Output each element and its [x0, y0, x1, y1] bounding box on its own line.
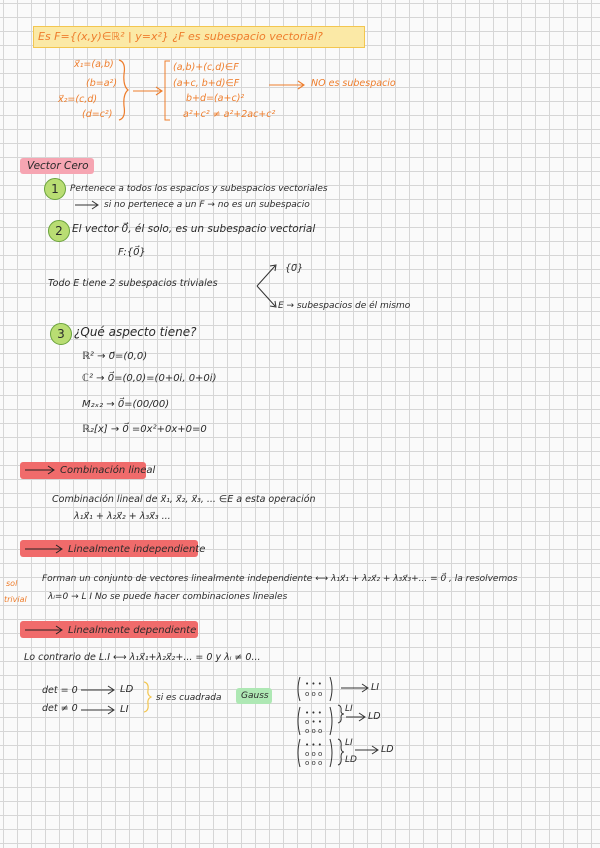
matrix-3-result-b: LD [381, 744, 394, 755]
arrow-right-icon [74, 200, 100, 210]
vector-x2: x⃗₂=(c,d) [58, 94, 98, 105]
brace-right-icon [337, 704, 345, 724]
sum-line-4: a²+c² ≠ a²+2ac+c² [183, 109, 276, 120]
point-1-line-2: si no pertenece a un F → no es un subespacio [104, 200, 310, 210]
condition-b: (b=a²) [86, 78, 118, 89]
svg-text:o o o: o o o [305, 759, 323, 767]
point-number-2: 2 [48, 220, 70, 242]
gauss-label: Gauss [241, 691, 269, 701]
zero-form-c2: ℂ² → 0⃗=(0,0)=(0+0i, 0+0i) [82, 373, 217, 384]
bracket-left-icon [163, 60, 171, 122]
brace-right-icon [117, 58, 129, 122]
trivial-e: E → subespacios de él mismo [278, 301, 411, 311]
combinacion-line-1: Combinación lineal de x⃗₁, x⃗₂, x⃗₃, ... ∈E a esta operación [52, 494, 316, 505]
matrix-icon [296, 706, 336, 736]
section-title-vector-cero: Vector Cero [27, 160, 89, 172]
arrow-right-icon [80, 685, 116, 695]
matrix-3-result-a: LI [345, 738, 353, 748]
point-2-line-1: El vector 0⃗, él solo, es un subespacio vectorial [72, 223, 316, 235]
matrix-3-result-c: LD [345, 755, 357, 765]
conclusion-text: NO es subespacio [311, 78, 396, 89]
section-title-combinacion: Combinación lineal [60, 465, 156, 476]
subspace-question: Es F={(x,y)∈ℝ² | y=x²} ¿F es subespacio vectorial? [38, 30, 323, 43]
matrix-1-result: LI [371, 682, 380, 693]
svg-text:o o o: o o o [305, 727, 323, 735]
arrow-right-icon [24, 625, 64, 635]
det-nonzero-result: LI [120, 704, 129, 715]
zero-form-matrix: M₂ₓ₂ → 0⃗=(00/00) [82, 399, 170, 410]
arrow-right-icon [132, 86, 164, 96]
point-number-1: 1 [44, 178, 66, 200]
arrow-right-icon [24, 544, 64, 554]
side-note-trivial: trivial [4, 595, 27, 604]
svg-text:• • •: • • • [305, 680, 322, 688]
branch-arrows-icon [255, 262, 279, 310]
dependiente-line-1: Lo contrario de L.I ⟷ λ₁x⃗₁+λ₂x⃗₂+... = 0 y λᵢ ≠ 0... [24, 652, 261, 663]
point-3-title: ¿Qué aspecto tiene? [74, 325, 197, 339]
arrow-right-icon [80, 705, 116, 715]
trivial-subspaces-text: Todo E tiene 2 subespacios triviales [48, 278, 218, 289]
det-zero-result: LD [120, 684, 134, 695]
svg-text:• • •: • • • [305, 741, 322, 749]
matrix-2-result-b: LD [368, 711, 381, 722]
square-condition: si es cuadrada [156, 693, 222, 703]
condition-d: (d=c²) [82, 109, 113, 120]
svg-text:o o o: o o o [305, 750, 323, 758]
side-note-sol: sol [6, 579, 18, 588]
arrow-right-icon [345, 712, 367, 722]
sum-line-1: (a,b)+(c,d)∈F [173, 62, 239, 73]
point-number-3: 3 [50, 323, 72, 345]
zero-form-polynomial: ℝ₂[x] → 0⃗ =0x²+0x+0=0 [82, 424, 207, 435]
det-nonzero-label: det ≠ 0 [42, 703, 78, 714]
sum-line-2: (a+c, b+d)∈F [173, 78, 240, 89]
svg-text:o o o: o o o [305, 690, 323, 698]
svg-text:o • •: o • • [305, 718, 322, 726]
matrix-2-result-a: LI [345, 704, 353, 714]
zero-form-r2: ℝ² → 0⃗=(0,0) [82, 351, 148, 362]
brace-right-icon [337, 738, 345, 766]
arrow-right-icon [354, 745, 380, 755]
trivial-zero: {0⃗} [285, 263, 304, 274]
brace-right-icon [142, 680, 152, 714]
vector-x1: x⃗₁=(a,b) [74, 59, 114, 70]
det-zero-label: det = 0 [42, 685, 78, 696]
independiente-line-2: λᵢ=0 → L I No se puede hacer combinaciones lineales [48, 592, 288, 602]
arrow-right-icon [268, 80, 306, 90]
point-2-line-2: F:{0⃗} [118, 247, 146, 258]
section-title-dependiente: Linealmente dependiente [68, 625, 197, 636]
sum-line-3: b+d=(a+c)² [186, 93, 245, 104]
combinacion-line-2: λ₁x⃗₁ + λ₂x⃗₂ + λ₃x⃗₃ ... [74, 511, 171, 522]
svg-text:• • •: • • • [305, 709, 322, 717]
section-title-independiente: Linealmente independiente [68, 544, 206, 555]
matrix-icon [296, 676, 336, 702]
point-1-line-1: Pertenece a todos los espacios y subespacios vectoriales [70, 184, 328, 194]
arrow-right-icon [340, 683, 370, 693]
matrix-icon [296, 738, 336, 768]
independiente-line-1: Forman un conjunto de vectores linealmente independiente ⟷ λ₁x⃗₁ + λ₂x⃗₂ + λ₃x⃗₃+... = 0⃗ , la resolvemos [42, 574, 518, 584]
arrow-right-icon [24, 465, 56, 475]
